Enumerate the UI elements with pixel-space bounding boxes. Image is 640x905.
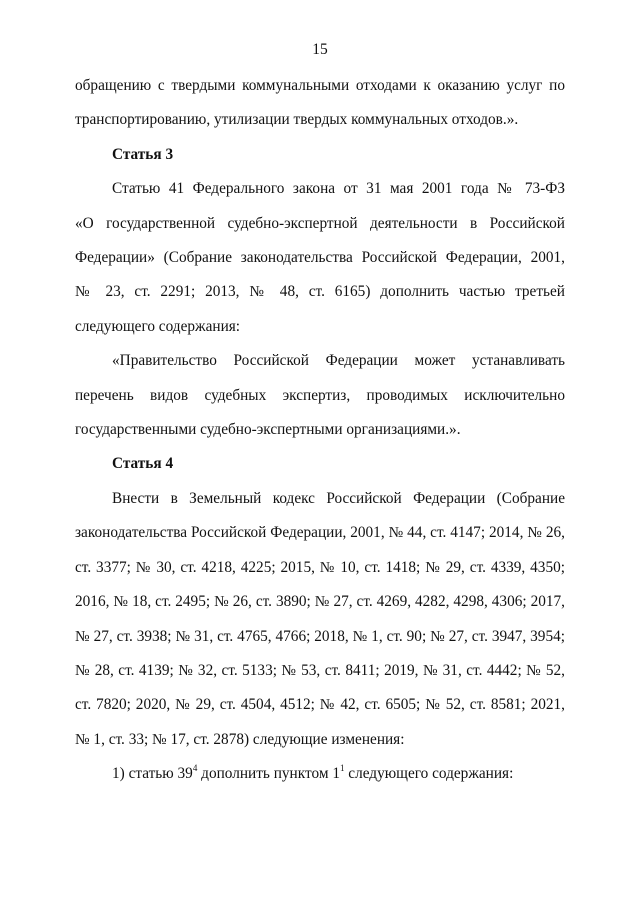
article-3-heading: Статья 3 xyxy=(112,145,174,163)
text-line: ст. 3377; № 30, ст. 4218, 4225; 2015, № 10, ст. 1418; № 29, ст. 4339, 4350; xyxy=(75,558,565,576)
text-line: государственными судебно-экспертными организациями.». xyxy=(75,421,461,439)
text-line: Внести в Земельный кодекс Российской Федерации (Собрание xyxy=(112,489,565,507)
item-1-superscript-b: 1 xyxy=(339,763,345,774)
article-4-heading: Статья 4 xyxy=(112,455,174,473)
text-line: 2016, № 18, ст. 2495; № 26, ст. 3890; № 27, ст. 4269, 4282, 4298, 4306; 2017, xyxy=(75,593,565,611)
text-line: следующего содержания: xyxy=(75,317,241,335)
intro-paragraph xyxy=(75,69,565,138)
article-4-paragraph-1 xyxy=(75,482,565,757)
text-line: «О государственной судебно-экспертной деятельности в Российской xyxy=(75,214,565,232)
text-line: Федерации» (Собрание законодательства Российской Федерации, 2001, xyxy=(75,249,565,267)
text-line: № 27, ст. 3938; № 31, ст. 4765, 4766; 2018, № 1, ст. 90; № 27, ст. 3947, 3954; xyxy=(75,627,565,645)
item-1-superscript-a: 4 xyxy=(192,763,198,774)
article-3-paragraph-2 xyxy=(75,344,565,447)
text-line: Статью 41 Федерального закона от 31 мая 2001 года № 73-ФЗ xyxy=(112,180,565,198)
text-line: № 1, ст. 33; № 17, ст. 2878) следующие изменения: xyxy=(75,730,405,748)
text-line: № 28, ст. 4139; № 32, ст. 5133; № 53, ст. 8411; 2019, № 31, ст. 4442; № 52, xyxy=(75,661,565,679)
article-4-item-1 xyxy=(75,757,565,791)
text-line: «Правительство Российской Федерации может устанавливать xyxy=(112,352,565,370)
text-line: транспортированию, утилизации твердых коммунальных отходов.». xyxy=(75,111,519,129)
item-1-text-b: дополнить пунктом 1 xyxy=(197,765,340,783)
text-line: законодательства Российской Федерации, 2001, № 44, ст. 4147; 2014, № 26, xyxy=(75,524,565,542)
item-1-text-c: следующего содержания: xyxy=(344,765,514,783)
document-body xyxy=(75,69,565,792)
page-number: 15 xyxy=(312,41,328,58)
item-1-text-a: 1) статью 39 xyxy=(112,765,193,783)
text-line: ст. 7820; 2020, № 29, ст. 4504, 4512; № 42, ст. 6505; № 52, ст. 8581; 2021, xyxy=(75,696,565,714)
text-line: перечень видов судебных экспертиз, проводимых исключительно xyxy=(75,386,565,404)
text-line: обращению с твердыми коммунальными отходами к оказанию услуг по xyxy=(75,77,565,94)
article-3-paragraph-1 xyxy=(75,172,565,344)
text-line: № 23, ст. 2291; 2013, № 48, ст. 6165) дополнить частью третьей xyxy=(75,283,565,301)
